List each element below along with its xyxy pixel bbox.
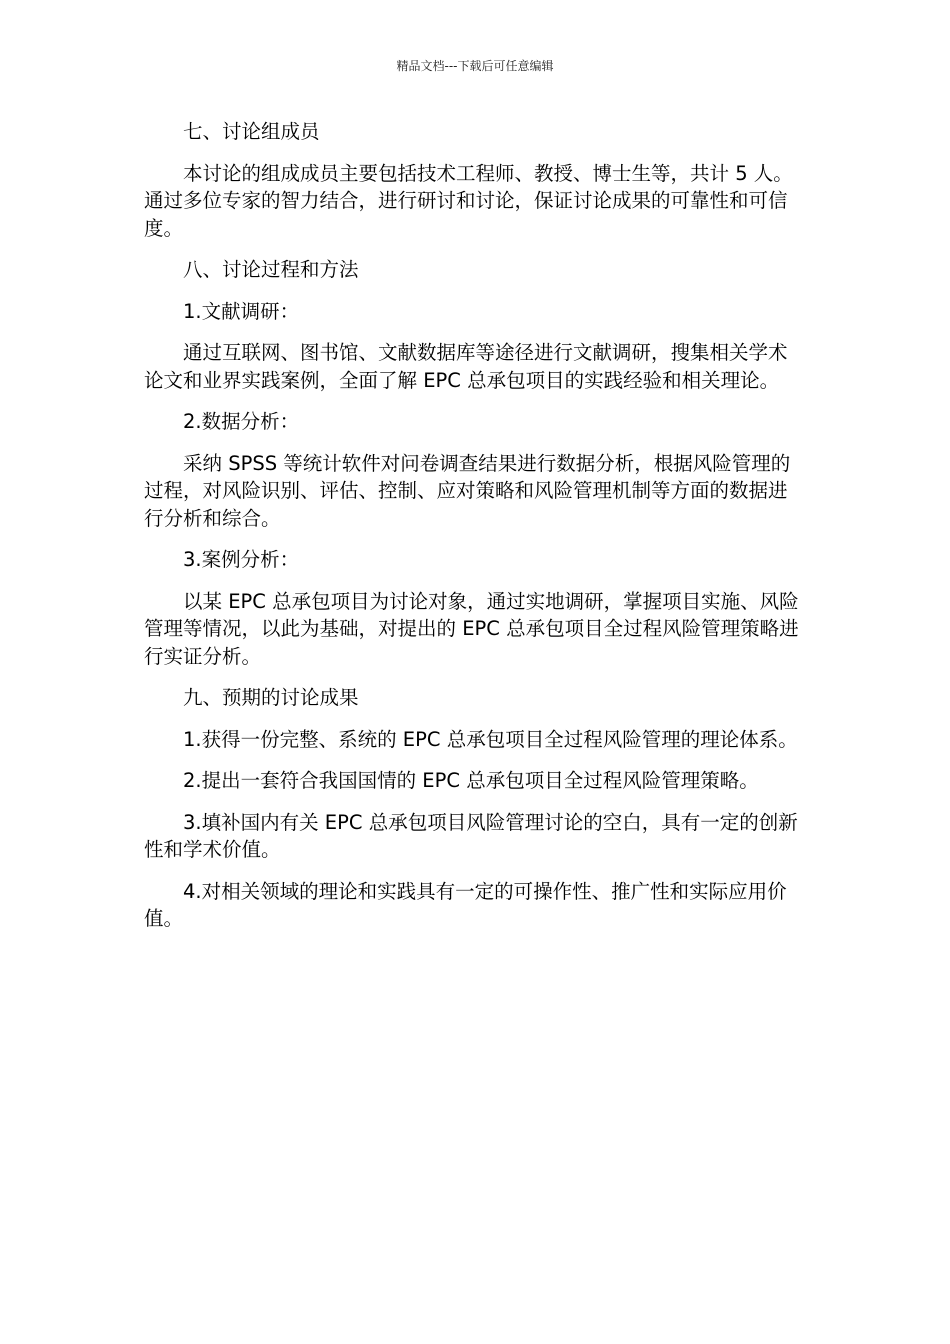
- subheading-case-analysis: 3.案例分析：: [183, 548, 300, 571]
- document-body: [144, 118, 800, 947]
- section-heading-process: 八、讨论过程和方法: [183, 258, 359, 281]
- paragraph-data-analysis: 采纳 SPSS 等统计软件对问卷调查结果进行数据分析，根据风险管理的过程，对风险识别、评估、控制、应对策略和风险管理机制等方面的数据进行分析和综合。: [144, 451, 791, 530]
- page-header: 精品文档---下载后可任意编辑: [396, 59, 554, 73]
- paragraph-case-analysis: 以某 EPC 总承包项目为讨论对象，通过实地调研，掌握项目实施、风险管理等情况，以此为基础，对提出的 EPC 总承包项目全过程风险管理策略进行实证分析。: [144, 589, 799, 668]
- list-item-outcome-3: 3.填补国内有关 EPC 总承包项目风险管理讨论的空白，具有一定的创新性和学术价值。: [144, 810, 798, 861]
- subheading-data-analysis: 2.数据分析：: [183, 410, 300, 433]
- list-item-outcome-4: 4.对相关领域的理论和实践具有一定的可操作性、推广性和实际应用价值。: [144, 879, 787, 930]
- section-heading-members: 七、讨论组成员: [183, 120, 320, 143]
- paragraph-members: 本讨论的组成成员主要包括技术工程师、教授、博士生等，共计 5 人。通过多位专家的智力结合，进行研讨和讨论，保证讨论成果的可靠性和可信度。: [144, 161, 793, 240]
- section-heading-outcomes: 九、预期的讨论成果: [183, 686, 359, 709]
- list-item-outcome-2: 2.提出一套符合我国国情的 EPC 总承包项目全过程风险管理策略。: [183, 769, 759, 792]
- list-item-outcome-1: 1.获得一份完整、系统的 EPC 总承包项目全过程风险管理的理论体系。: [183, 727, 798, 751]
- paragraph-literature: 通过互联网、图书馆、文献数据库等途径进行文献调研，搜集相关学术论文和业界实践案例，全面了解 EPC 总承包项目的实践经验和相关理论。: [144, 341, 788, 392]
- subheading-literature: 1.文献调研：: [183, 299, 300, 323]
